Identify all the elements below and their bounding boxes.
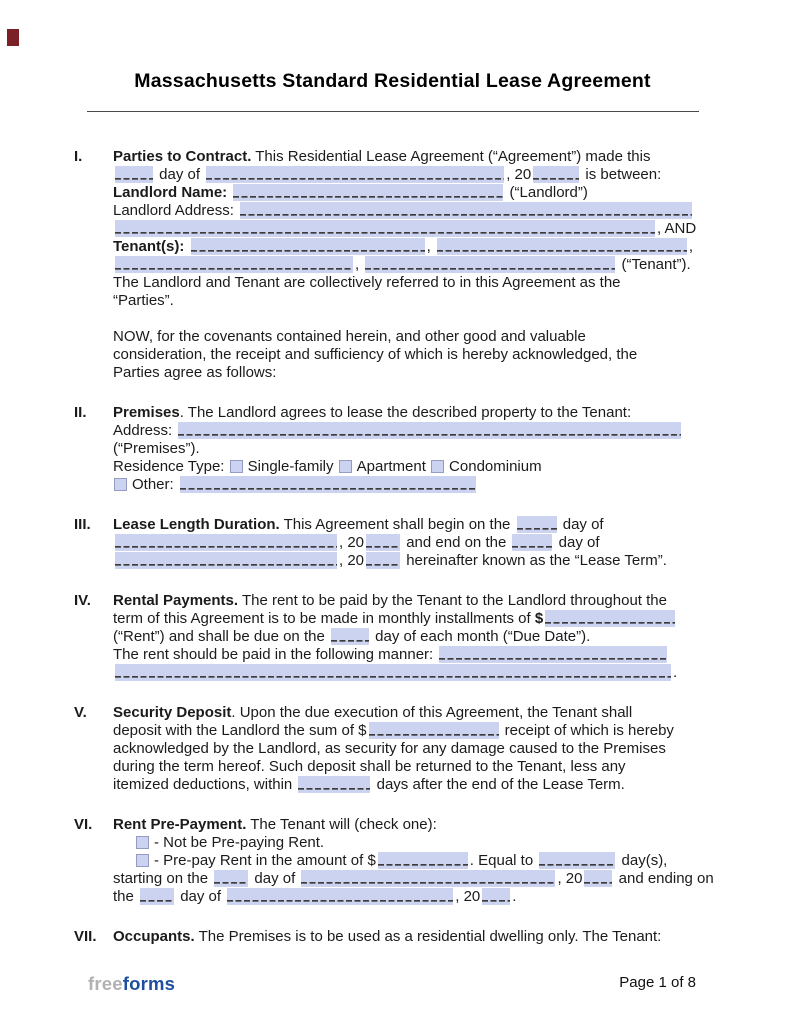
text: Other:	[132, 476, 178, 493]
field-lease-end-day[interactable]	[512, 534, 552, 551]
text-line	[113, 758, 729, 776]
text: The rent to be paid by the Tenant to the Landlord throughout the	[238, 592, 667, 609]
text: the	[113, 888, 139, 905]
logo-forms-text: forms	[122, 973, 176, 994]
section-number-premises: II.	[74, 404, 87, 421]
section-number-parties-to-contract: I.	[74, 148, 83, 165]
text: day of	[554, 534, 600, 551]
text-line	[113, 928, 729, 946]
text-line	[113, 834, 729, 852]
field-tenant-2[interactable]	[437, 238, 687, 255]
section-text-rental-payments	[113, 592, 729, 682]
field-security-deposit-amount[interactable]	[369, 722, 499, 739]
text: “Parties”.	[113, 292, 174, 309]
field-tenant-1[interactable]	[191, 238, 425, 255]
text-line	[113, 852, 729, 870]
bold-text: Lease Length Duration.	[113, 516, 280, 533]
checkbox-apartment[interactable]	[339, 460, 352, 473]
text-line	[113, 888, 729, 906]
text-line	[113, 202, 729, 220]
section-number-rent-pre-payment: VI.	[74, 816, 93, 833]
text-line	[113, 238, 729, 256]
section-number-security-deposit: V.	[74, 704, 87, 721]
corner-mark	[7, 29, 19, 46]
text: Landlord Address:	[113, 202, 239, 219]
bold-text: Premises	[113, 404, 180, 421]
bold-text: Occupants.	[113, 928, 195, 945]
text: Single-family	[247, 458, 338, 475]
text: consideration, the receipt and sufficiency of which is hereby acknowledged, the	[113, 346, 638, 363]
text: and end on the	[402, 534, 511, 551]
text-line	[113, 776, 729, 794]
text-line	[113, 534, 729, 552]
text: starting on the	[113, 870, 213, 887]
text: Condominium	[449, 458, 542, 475]
text: day of	[558, 516, 604, 533]
text-line	[113, 166, 729, 184]
text-line	[113, 220, 729, 238]
field-premises-address[interactable]	[178, 422, 681, 439]
section-premises	[74, 404, 729, 494]
text: - Not be Pre-paying Rent.	[154, 834, 325, 851]
text-line	[113, 364, 729, 382]
text: day(s),	[617, 852, 668, 869]
bold-text: Rental Payments.	[113, 592, 239, 609]
text-line	[113, 476, 729, 494]
text: . The Landlord agrees to lease the described property to the Tenant:	[179, 404, 632, 421]
field-prepay-amount[interactable]	[378, 852, 468, 869]
field-prepay-start-day[interactable]	[214, 870, 248, 887]
text: Address:	[113, 422, 177, 439]
paragraph	[113, 328, 729, 382]
text: itemized deductions, within	[113, 776, 297, 793]
section-text-lease-length-duration	[113, 516, 729, 570]
field-prepay-start-year[interactable]	[584, 870, 612, 887]
text: hereinafter known as the “Lease Term”.	[402, 552, 667, 569]
section-text-occupants	[113, 928, 729, 946]
text: The Landlord and Tenant are collectively referred to in this Agreement as the	[113, 274, 621, 291]
field-payment-manner-2[interactable]	[115, 664, 671, 681]
text: day of	[250, 870, 300, 887]
field-rent-due-day[interactable]	[331, 628, 369, 645]
text-line	[113, 704, 729, 722]
field-lease-end-year[interactable]	[366, 552, 400, 569]
text: , AND	[657, 220, 697, 237]
section-occupants	[74, 928, 729, 946]
section-security-deposit	[74, 704, 729, 794]
section-number-occupants: VII.	[74, 928, 97, 945]
text-line	[113, 422, 729, 440]
text: day of each month (“Due Date”).	[370, 628, 591, 645]
document-body	[0, 148, 785, 946]
text-line	[113, 592, 729, 610]
text: The Tenant will (check one):	[246, 816, 437, 833]
section-text-rent-pre-payment	[113, 816, 729, 906]
section-lease-length-duration	[74, 516, 729, 570]
logo-free-text: free	[88, 973, 123, 994]
checkbox-single-family[interactable]	[230, 460, 243, 473]
field-tenant-3[interactable]	[115, 256, 353, 273]
text-line	[113, 274, 729, 292]
text: days after the end of the Lease Term.	[372, 776, 625, 793]
text-line	[113, 516, 729, 534]
field-landlord-address[interactable]	[240, 202, 692, 219]
text: term of this Agreement is to be made in monthly installments of	[113, 610, 535, 627]
section-parties-to-contract	[74, 148, 729, 382]
section-rental-payments	[74, 592, 729, 682]
text-line	[113, 610, 729, 628]
text: acknowledged by the Landlord, as security for any damage caused to the Premises	[113, 740, 666, 757]
checkbox-condominium[interactable]	[431, 460, 444, 473]
field-agreement-month[interactable]	[206, 166, 504, 183]
text-line	[113, 440, 729, 458]
text: (“Premises”).	[113, 440, 200, 457]
text: receipt of which is hereby	[500, 722, 674, 739]
text: Residence Type:	[113, 458, 229, 475]
field-prepay-end-month[interactable]	[227, 888, 453, 905]
text: This Agreement shall begin on the	[279, 516, 515, 533]
section-number-lease-length-duration: III.	[74, 516, 91, 533]
text: , 20	[339, 534, 365, 551]
paragraph	[113, 516, 729, 570]
text-line	[113, 148, 729, 166]
text-line	[113, 628, 729, 646]
text-line	[113, 328, 729, 346]
text: .	[673, 664, 678, 681]
checkbox-prepay-rent[interactable]	[136, 854, 149, 867]
text: The rent should be paid in the following manner:	[113, 646, 438, 663]
field-tenant-4[interactable]	[365, 256, 615, 273]
field-prepay-end-day[interactable]	[140, 888, 174, 905]
text-line	[113, 740, 729, 758]
field-prepay-start-month[interactable]	[301, 870, 555, 887]
bold-text: Tenant(s):	[113, 238, 189, 255]
text: .	[512, 888, 517, 905]
text: , 20	[506, 166, 532, 183]
section-number-rental-payments: IV.	[74, 592, 91, 609]
paragraph	[113, 816, 729, 906]
field-deposit-return-days[interactable]	[298, 776, 370, 793]
text-line	[113, 816, 729, 834]
text: day of	[176, 888, 226, 905]
bold-text: Landlord Name:	[113, 184, 232, 201]
text-line	[113, 552, 729, 570]
paragraph	[113, 404, 729, 494]
text: . Equal to	[469, 852, 538, 869]
text: deposit with the Landlord the sum of $	[113, 722, 367, 739]
section-text-security-deposit	[113, 704, 729, 794]
text-line	[113, 722, 729, 740]
paragraph	[113, 148, 729, 310]
text-line	[113, 870, 729, 888]
text-line	[113, 292, 729, 310]
text: Apartment	[356, 458, 431, 475]
field-agreement-year[interactable]	[533, 166, 579, 183]
field-lease-start-day[interactable]	[517, 516, 557, 533]
bold-text: $	[534, 610, 544, 627]
field-lease-end-month[interactable]	[115, 552, 337, 569]
checkbox-other-residence[interactable]	[114, 478, 127, 491]
text-line	[113, 346, 729, 364]
field-payment-manner[interactable]	[439, 646, 667, 663]
field-landlord-name[interactable]	[233, 184, 503, 201]
text: (“Rent”) and shall be due on the	[113, 628, 329, 645]
bold-text: Rent Pre-Payment.	[113, 816, 247, 833]
text: day of	[155, 166, 205, 183]
text: , 20	[455, 888, 481, 905]
text: ,	[688, 238, 694, 255]
text-line	[113, 404, 729, 422]
section-text-premises	[113, 404, 729, 494]
text: (“Tenant”).	[617, 256, 691, 273]
paragraph	[113, 592, 729, 682]
page-footer	[0, 973, 785, 1003]
text: Parties agree as follows:	[113, 364, 277, 381]
text: and ending on	[614, 870, 714, 887]
text: This Residential Lease Agreement (“Agreement”) made this	[251, 148, 651, 165]
section-rent-pre-payment	[74, 816, 729, 906]
section-text-parties-to-contract	[113, 148, 729, 382]
text: during the term hereof. Such deposit shall be returned to the Tenant, less any	[113, 758, 626, 775]
freeforms-logo	[88, 973, 175, 995]
text: The Premises is to be used as a residential dwelling only. The Tenant:	[194, 928, 662, 945]
paragraph	[113, 704, 729, 794]
text-line	[113, 646, 729, 664]
text: , 20	[557, 870, 583, 887]
text-line	[113, 256, 729, 274]
field-lease-start-year[interactable]	[366, 534, 400, 551]
title-divider	[87, 111, 699, 112]
field-prepay-days[interactable]	[539, 852, 615, 869]
field-other-residence-type[interactable]	[180, 476, 476, 493]
field-landlord-address-2[interactable]	[115, 220, 655, 237]
text: ,	[355, 256, 364, 273]
text: - Pre-pay Rent in the amount of $	[154, 852, 376, 869]
page-number: Page 1 of 8	[619, 974, 696, 991]
paragraph	[113, 928, 729, 946]
document-title: Massachusetts Standard Residential Lease Agreement	[134, 70, 651, 92]
field-agreement-day[interactable]	[115, 166, 153, 183]
field-prepay-end-year[interactable]	[482, 888, 510, 905]
checkbox-not-prepaying-rent[interactable]	[136, 836, 149, 849]
text: ,	[426, 238, 435, 255]
bold-text: Parties to Contract.	[113, 148, 252, 165]
text: , 20	[339, 552, 365, 569]
text-line	[113, 458, 729, 476]
text: NOW, for the covenants contained herein, and other good and valuable	[113, 328, 586, 345]
bold-text: Security Deposit	[113, 704, 232, 721]
field-monthly-rent-amount[interactable]	[545, 610, 675, 627]
text-line	[113, 184, 729, 202]
text-line	[113, 664, 729, 682]
field-lease-start-month[interactable]	[115, 534, 337, 551]
text: . Upon the due execution of this Agreement, the Tenant shall	[231, 704, 633, 721]
text: (“Landlord”)	[505, 184, 588, 201]
text: is between:	[581, 166, 662, 183]
